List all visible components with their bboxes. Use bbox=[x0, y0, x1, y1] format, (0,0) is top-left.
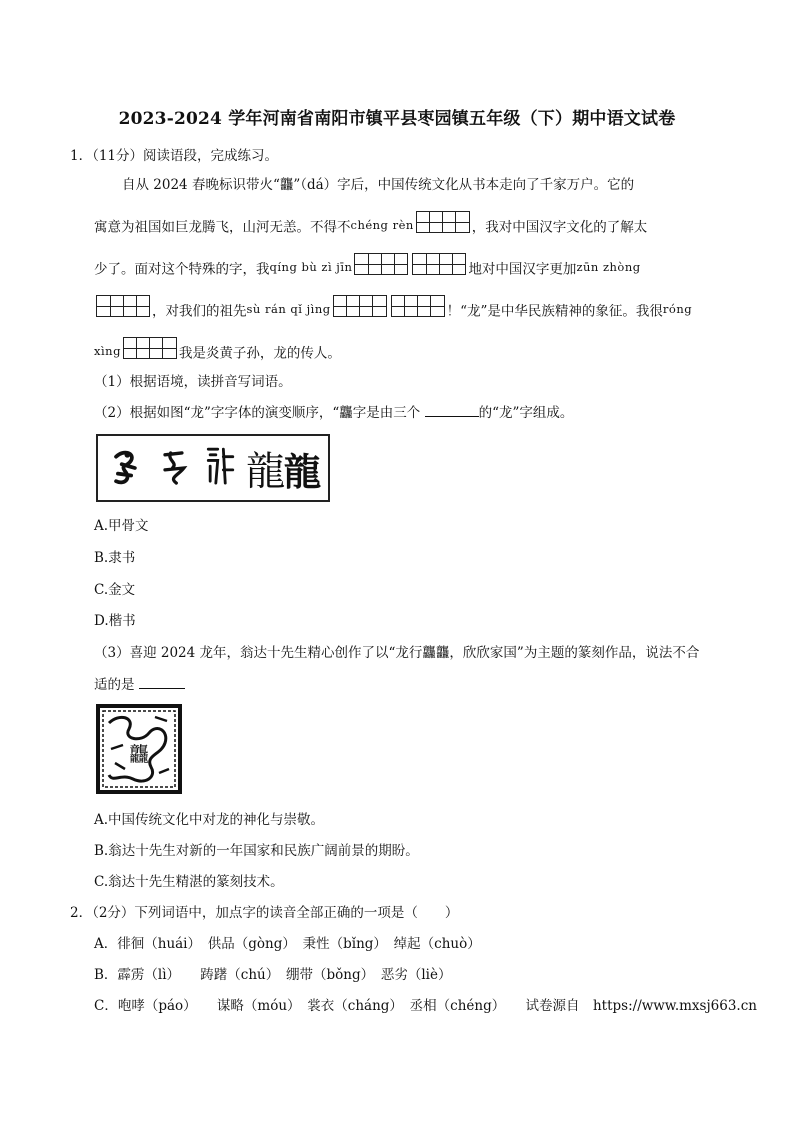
sub2-option-d[interactable]: D.楷书 bbox=[94, 613, 136, 629]
text: ！“龙”是中华民族精神的象征。我很 bbox=[446, 303, 663, 320]
seal-dragon-glyph bbox=[208, 449, 232, 483]
answer-blank-sub2[interactable] bbox=[425, 404, 479, 417]
clerical-dragon-glyph: 龍 bbox=[245, 448, 286, 495]
text: 地对中国汉字更加 bbox=[468, 261, 577, 278]
pinyin-zunzhong: zūn zhòng bbox=[576, 259, 641, 274]
pinyin-qingbuzijin: qíng bù zì jīn bbox=[269, 259, 353, 274]
regular-dragon-glyph: 龍 bbox=[283, 449, 322, 494]
text: 寓意为祖国如巨龙腾飞，山河无恙。不得不 bbox=[94, 219, 351, 236]
dragon-evolution-svg bbox=[98, 436, 328, 500]
q2-option-c[interactable]: C．咆哮（páo） 谋略（móu） 裳衣（cháng） 丞相（chéng） 试卷源自 https://www.mxsj663.cn bbox=[94, 998, 757, 1014]
text: ，我对中国汉字文化的了解太 bbox=[471, 219, 648, 236]
page-title: 2023-2024 学年河南省南阳市镇平县枣园镇五年级（下）期中语文试卷 bbox=[118, 109, 676, 129]
sub3-option-a[interactable]: A.中国传统文化中对龙的神化与崇敬。 bbox=[94, 812, 325, 828]
q1-sub3-line-1: （3）喜迎 2024 龙年，翁达十先生精心创作了以“龙行龘龘，欣欣家国”为主题的篆刻作品，说法不合 bbox=[94, 645, 700, 661]
sub2-option-c[interactable]: C.金文 bbox=[94, 582, 136, 598]
pinyin-suranqijing: sù rán qǐ jìng bbox=[246, 301, 331, 316]
q2-option-a[interactable]: A．徘徊（huái） 供品（gòng） 秉性（bǐng） 绰起（chuò） bbox=[94, 936, 481, 952]
answer-grid-chengren[interactable] bbox=[416, 211, 470, 233]
bronze-dragon-glyph bbox=[165, 453, 184, 483]
oracle-dragon-glyph bbox=[116, 452, 135, 482]
answer-grid-zunzhong[interactable] bbox=[96, 295, 150, 317]
pinyin-chengren: chéng rèn bbox=[350, 217, 414, 232]
q1-sub3-line-2 bbox=[94, 675, 185, 695]
answer-grid-qingbuzijin-1[interactable] bbox=[354, 253, 408, 275]
text: （2）根据如图“龙”字字体的演变顺序，“龘字是由三个 bbox=[94, 405, 421, 421]
text: ，对我们的祖先 bbox=[152, 303, 247, 320]
answer-blank-sub3[interactable] bbox=[139, 676, 185, 689]
seal-carving-svg bbox=[95, 703, 183, 795]
answer-grid-rongxing[interactable] bbox=[123, 337, 177, 359]
sub3-option-c[interactable]: C.翁达十先生精湛的篆刻技术。 bbox=[94, 874, 284, 890]
q1-sub2 bbox=[94, 403, 573, 423]
dragon-evolution-image bbox=[96, 434, 330, 502]
text: 我是炎黄子孙，龙的传人。 bbox=[178, 345, 341, 362]
q1-paragraph-line-4 bbox=[94, 301, 692, 323]
q1-paragraph-line-2 bbox=[94, 217, 647, 239]
q1-paragraph-line-5 bbox=[94, 343, 341, 365]
q2-option-b[interactable]: B．霹雳（lì） 踌躇（chú） 绷带（bǒng） 恶劣（liè） bbox=[94, 967, 452, 983]
sub2-option-b[interactable]: B.隶书 bbox=[94, 550, 136, 566]
q1-paragraph-line-1: 自从 2024 春晚标识带火“龘”（dá）字后，中国传统文化从书本走向了千家万户。它的 bbox=[122, 177, 635, 193]
pinyin-rong: róng bbox=[662, 301, 693, 316]
q1-header: 1．（11分）阅读语段，完成练习。 bbox=[70, 148, 279, 164]
text: 少了。面对这个特殊的字，我 bbox=[94, 261, 270, 278]
answer-grid-qingbuzijin-2[interactable] bbox=[412, 253, 466, 275]
sub3-option-b[interactable]: B.翁达十先生对新的一年国家和民族广阔前景的期盼。 bbox=[94, 843, 419, 859]
text: 的“龙”字组成。 bbox=[478, 405, 574, 421]
seal-carving-image bbox=[95, 703, 183, 795]
pinyin-xing: xìng bbox=[94, 343, 121, 358]
answer-grid-suranqijing-2[interactable] bbox=[391, 295, 445, 317]
q1-sub1: （1）根据语境，读拼音写词语。 bbox=[94, 374, 292, 390]
q2-header: 2．（2分）下列词语中，加点字的读音全部正确的一项是（ ） bbox=[70, 905, 459, 921]
seal-character: 龘 bbox=[129, 742, 149, 766]
q1-paragraph-line-3 bbox=[94, 259, 641, 281]
sub2-option-a[interactable]: A.甲骨文 bbox=[94, 518, 149, 534]
answer-grid-suranqijing-1[interactable] bbox=[333, 295, 387, 317]
text: 适的是 bbox=[94, 677, 135, 693]
